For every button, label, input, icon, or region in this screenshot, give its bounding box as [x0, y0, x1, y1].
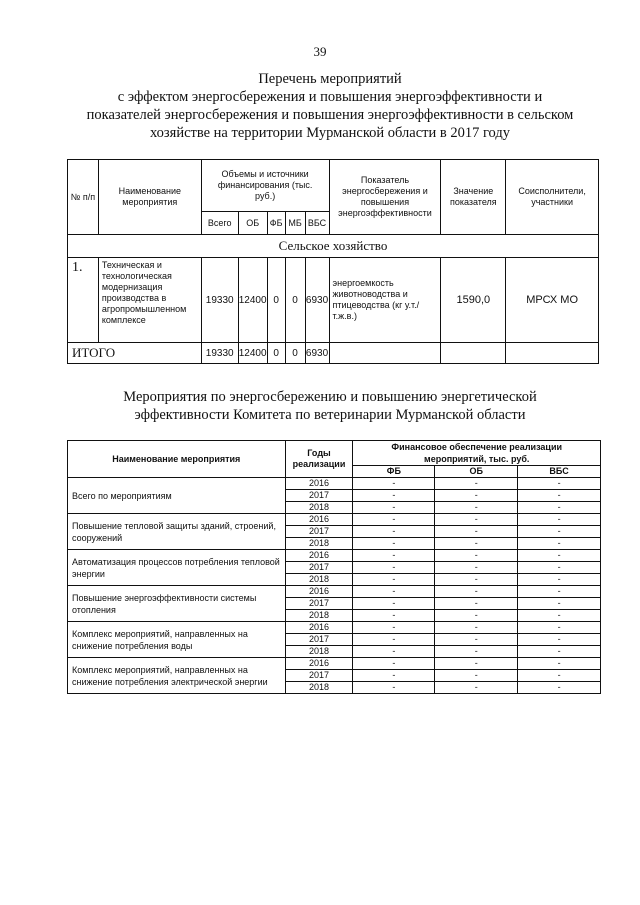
cell-vbs: - [518, 634, 601, 646]
header-vbs: ВБС [518, 466, 601, 478]
cell-year: 2018 [285, 610, 353, 622]
cell-fb: - [353, 538, 435, 550]
header-name: Наименование мероприятия [68, 441, 286, 478]
cell-fb: - [353, 490, 435, 502]
row-name: Техническая и технологическая модернизация производства в агропромышленном комплексе [98, 258, 201, 343]
cell-vbs: - [518, 646, 601, 658]
measure-name: Комплекс мероприятий, направленных на снижение потребления электрической энергии [68, 658, 286, 694]
row-indicator: энергоемкость животноводства и птицеводства (кг у.т./т.ж.в.) [329, 258, 441, 343]
header-ob: ОБ [435, 466, 518, 478]
cell-ob: - [435, 538, 518, 550]
measure-name: Автоматизация процессов потребления тепловой энергии [68, 550, 286, 586]
cell-year: 2017 [285, 598, 353, 610]
cell-vbs: - [518, 598, 601, 610]
header-executors: Соисполнители, участники [506, 160, 599, 235]
cell-year: 2016 [285, 514, 353, 526]
cell-fb: - [353, 634, 435, 646]
cell-vbs: - [518, 514, 601, 526]
cell-ob: - [435, 646, 518, 658]
cell-fb: - [353, 610, 435, 622]
header-funding: Объемы и источники финансирования (тыс. руб.) [201, 160, 329, 212]
table-row [68, 514, 601, 526]
cell-fb: - [353, 658, 435, 670]
cell-year: 2016 [285, 586, 353, 598]
row-mb: 0 [285, 258, 305, 343]
cell-fb: - [353, 562, 435, 574]
cell-ob: - [435, 658, 518, 670]
agriculture-measures-table [67, 159, 599, 364]
cell-vbs: - [518, 502, 601, 514]
table-row [68, 258, 599, 343]
cell-ob: - [435, 682, 518, 694]
row-num: 1. [68, 258, 99, 343]
header-name: Наименование мероприятия [98, 160, 201, 235]
cell-fb: - [353, 550, 435, 562]
measure-name: Повышение энергоэффективности системы отопления [68, 586, 286, 622]
cell-ob: - [435, 490, 518, 502]
cell-fb: - [353, 526, 435, 538]
header-mb: МБ [285, 212, 305, 235]
row-vbs: 6930 [305, 258, 329, 343]
title-line: показателей энергосбережения и повышения энергоэффективности в сельском [86, 107, 574, 123]
itogo-label: ИТОГО [68, 343, 202, 364]
cell-year: 2018 [285, 682, 353, 694]
cell-vbs: - [518, 682, 601, 694]
cell-ob: - [435, 634, 518, 646]
cell-ob: - [435, 598, 518, 610]
measure-name: Комплекс мероприятий, направленных на снижение потребления воды [68, 622, 286, 658]
cell-vbs: - [518, 538, 601, 550]
table1-title [60, 70, 600, 142]
cell-vbs: - [518, 550, 601, 562]
cell-year: 2018 [285, 646, 353, 658]
cell-vbs: - [518, 526, 601, 538]
cell-year: 2016 [285, 550, 353, 562]
cell-fb: - [353, 586, 435, 598]
cell-vbs: - [518, 658, 601, 670]
itogo-empty [441, 343, 506, 364]
cell-fb: - [353, 502, 435, 514]
header-value: Значение показателя [441, 160, 506, 235]
cell-year: 2016 [285, 622, 353, 634]
cell-vbs: - [518, 670, 601, 682]
itogo-ob: 12400 [238, 343, 267, 364]
cell-vbs: - [518, 610, 601, 622]
cell-ob: - [435, 562, 518, 574]
cell-fb: - [353, 622, 435, 634]
cell-fb: - [353, 478, 435, 490]
header-finance: Финансовое обеспечение реализации мероприятий, тыс. руб. [353, 441, 601, 466]
total-row [68, 343, 599, 364]
title-line: Мероприятия по энергосбережению и повышению энергетической [123, 389, 537, 405]
cell-ob: - [435, 586, 518, 598]
row-fb: 0 [267, 258, 285, 343]
itogo-fb: 0 [267, 343, 285, 364]
cell-fb: - [353, 598, 435, 610]
row-total: 19330 [201, 258, 238, 343]
page-number: 39 [313, 44, 327, 59]
cell-ob: - [435, 514, 518, 526]
cell-vbs: - [518, 478, 601, 490]
cell-fb: - [353, 514, 435, 526]
title-line: Перечень мероприятий [258, 71, 402, 87]
header-indicator: Показатель энергосбережения и повышения энергоэффективности [329, 160, 441, 235]
header-num: № п/п [68, 160, 99, 235]
cell-ob: - [435, 574, 518, 586]
header-ob: ОБ [238, 212, 267, 235]
cell-vbs: - [518, 622, 601, 634]
row-ob: 12400 [238, 258, 267, 343]
cell-ob: - [435, 502, 518, 514]
cell-fb: - [353, 646, 435, 658]
cell-year: 2018 [285, 538, 353, 550]
itogo-mb: 0 [285, 343, 305, 364]
itogo-vbs: 6930 [305, 343, 329, 364]
title-line: с эффектом энергосбережения и повышения энергоэффективности и [117, 89, 543, 105]
table2-title [80, 388, 580, 424]
title-line: эффективности Комитета по ветеринарии Мурманской области [134, 407, 526, 423]
cell-year: 2017 [285, 634, 353, 646]
cell-fb: - [353, 670, 435, 682]
header-total: Всего [201, 212, 238, 235]
cell-fb: - [353, 574, 435, 586]
table-row [68, 622, 601, 634]
cell-fb: - [353, 682, 435, 694]
cell-year: 2017 [285, 670, 353, 682]
cell-ob: - [435, 610, 518, 622]
cell-vbs: - [518, 490, 601, 502]
section-title: Сельское хозяйство [68, 235, 599, 258]
itogo-empty [506, 343, 599, 364]
cell-vbs: - [518, 574, 601, 586]
header-fb: ФБ [267, 212, 285, 235]
table-row [68, 550, 601, 562]
veterinary-measures-table [67, 440, 601, 694]
cell-year: 2018 [285, 502, 353, 514]
title-line: хозяйстве на территории Мурманской области в 2017 году [149, 125, 511, 141]
cell-ob: - [435, 478, 518, 490]
cell-year: 2018 [285, 574, 353, 586]
measure-name: Всего по мероприятиям [68, 478, 286, 514]
cell-year: 2017 [285, 490, 353, 502]
header-years: Годы реализации [285, 441, 353, 478]
cell-year: 2016 [285, 478, 353, 490]
cell-vbs: - [518, 586, 601, 598]
cell-ob: - [435, 622, 518, 634]
itogo-empty [329, 343, 441, 364]
cell-vbs: - [518, 562, 601, 574]
header-fb: ФБ [353, 466, 435, 478]
measure-name: Повышение тепловой защиты зданий, строений, сооружений [68, 514, 286, 550]
cell-year: 2017 [285, 526, 353, 538]
cell-year: 2017 [285, 562, 353, 574]
cell-ob: - [435, 550, 518, 562]
table-row [68, 478, 601, 490]
cell-year: 2016 [285, 658, 353, 670]
cell-ob: - [435, 526, 518, 538]
table-row [68, 586, 601, 598]
row-value: 1590,0 [441, 258, 506, 343]
header-vbs: ВБС [305, 212, 329, 235]
table-row [68, 658, 601, 670]
cell-ob: - [435, 670, 518, 682]
row-executors: МРСХ МО [506, 258, 599, 343]
itogo-total: 19330 [201, 343, 238, 364]
